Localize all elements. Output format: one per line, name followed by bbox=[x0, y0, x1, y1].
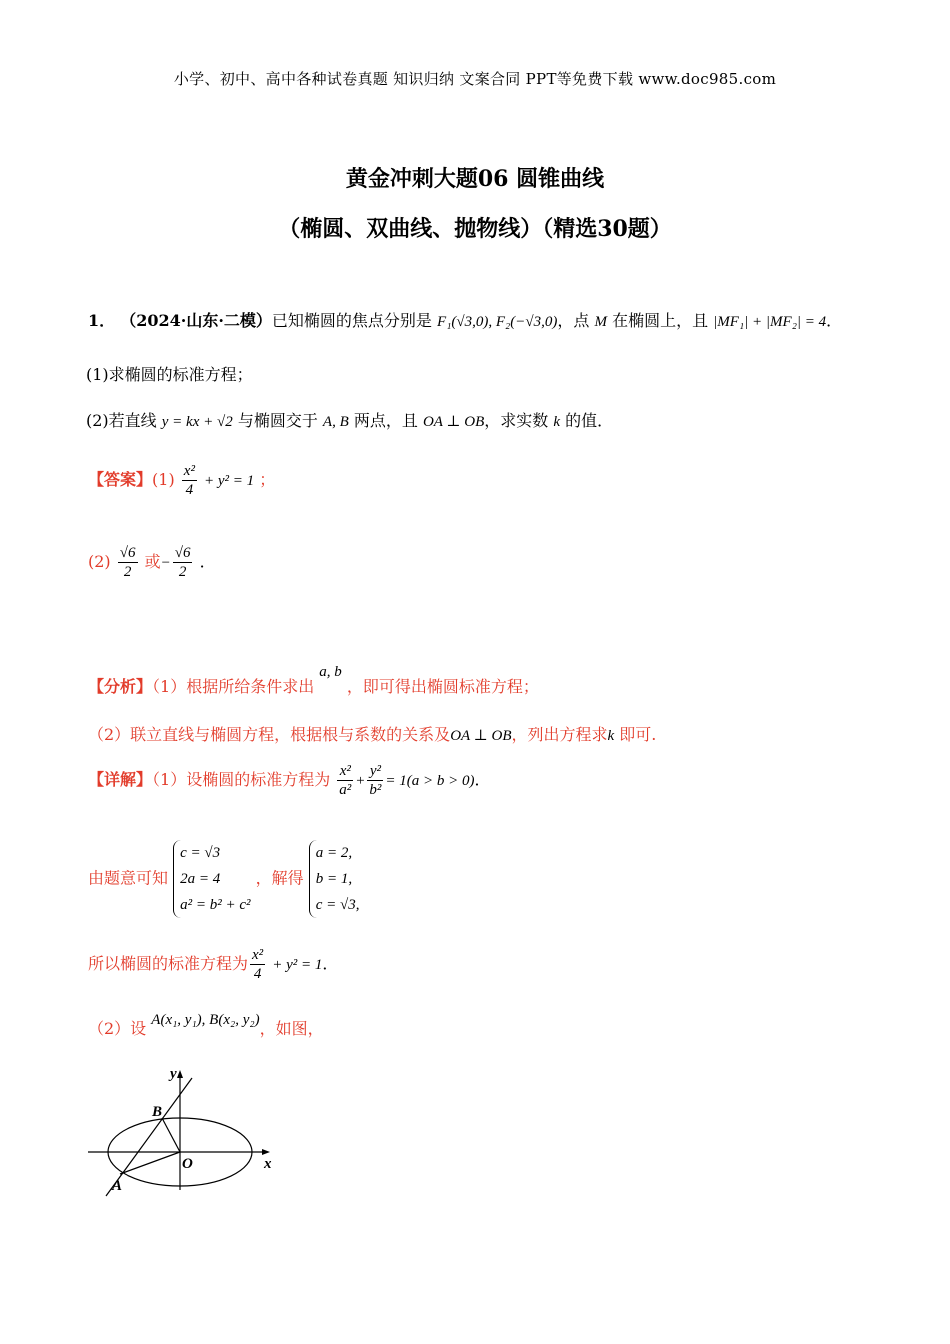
analysis-line-1 bbox=[88, 664, 539, 697]
ellipse-condition: = 1(a > b > 0) bbox=[385, 773, 475, 789]
equation-system-given bbox=[173, 840, 250, 918]
var-k: k bbox=[553, 414, 561, 430]
analysis-line-2 bbox=[88, 722, 656, 745]
denominator: 4 bbox=[253, 966, 262, 982]
label-b: B bbox=[152, 1104, 163, 1120]
point-m: M bbox=[594, 314, 607, 330]
equation-system-solved bbox=[309, 840, 360, 918]
detail-line-3 bbox=[88, 946, 338, 983]
q1-text: 的值． bbox=[565, 411, 614, 430]
numerator: x² bbox=[183, 463, 195, 479]
label-a: A bbox=[112, 1178, 123, 1194]
answer-part: (2) bbox=[88, 552, 111, 571]
punct: ． bbox=[199, 552, 216, 571]
segment-ob bbox=[162, 1118, 180, 1152]
question-1 bbox=[88, 308, 842, 331]
fraction bbox=[250, 946, 265, 983]
system-row: b = 1, bbox=[315, 871, 353, 887]
vars-ab: a, b bbox=[319, 664, 342, 680]
or-word: 或 bbox=[144, 552, 161, 571]
answer-label: 【答案】 bbox=[88, 470, 153, 489]
detail-line-4 bbox=[88, 1012, 324, 1039]
numerator: x² bbox=[337, 762, 353, 781]
q1-text: ． bbox=[826, 311, 843, 330]
denominator: 2 bbox=[178, 564, 187, 580]
fraction bbox=[337, 762, 353, 799]
detail-text: （1）设椭圆的标准方程为 bbox=[152, 770, 331, 789]
equation-rest: + y² = 1 bbox=[204, 473, 255, 489]
system-row: c = √3 bbox=[180, 845, 221, 861]
answer-line-1 bbox=[88, 462, 275, 499]
numerator: x² bbox=[252, 947, 264, 963]
detail-text: 由题意可知 bbox=[88, 868, 169, 888]
y-axis-arrow bbox=[177, 1070, 183, 1078]
fraction bbox=[118, 544, 138, 581]
points-ab: A, B bbox=[322, 414, 349, 430]
detail-text: （2）设 bbox=[88, 1019, 147, 1038]
label-x: x bbox=[264, 1156, 272, 1172]
numerator: √6 bbox=[174, 545, 191, 561]
analysis-text: 即可. bbox=[619, 725, 657, 744]
label-o: O bbox=[182, 1156, 193, 1172]
foci-expr: F₁(√3,0), F₂(−√3,0) bbox=[437, 314, 558, 330]
q1-text: ，求实数 bbox=[484, 411, 549, 430]
page-subtitle: （椭圆、双曲线、抛物线）（精选30题） bbox=[278, 216, 672, 242]
system-row: a = 2, bbox=[315, 845, 353, 861]
sum-condition: |MF₁| + |MF₂| = 4 bbox=[713, 314, 827, 330]
question-number: 1． bbox=[88, 311, 116, 330]
detail-text: ，解得 bbox=[255, 868, 304, 888]
fraction bbox=[182, 462, 197, 499]
q1-text: ，点 bbox=[557, 311, 590, 330]
fraction bbox=[367, 762, 383, 799]
fraction bbox=[173, 544, 193, 581]
question-source: （2024·山东·二模） bbox=[120, 311, 272, 330]
detail-text: ，如图， bbox=[259, 1019, 324, 1038]
numerator: y² bbox=[367, 762, 383, 781]
detail-system-line bbox=[88, 840, 359, 918]
perp-condition: OA ⊥ OB bbox=[450, 728, 512, 744]
points-expr: A(x₁, y₁), B(x₂, y₂) bbox=[151, 1012, 260, 1028]
q1-text: (2)若直线 bbox=[86, 411, 157, 430]
detail-text: 所以椭圆的标准方程为 bbox=[88, 954, 249, 973]
label-y: y bbox=[170, 1066, 177, 1082]
answer-line-2 bbox=[88, 544, 216, 581]
analysis-text: （2）联立直线与椭圆方程，根据根与系数的关系及 bbox=[88, 725, 451, 744]
punct: ． bbox=[474, 770, 491, 789]
analysis-text: （1）根据所给条件求出 bbox=[152, 677, 315, 696]
denominator: a² bbox=[339, 782, 352, 798]
segment-oa bbox=[120, 1152, 180, 1174]
detail-line-1 bbox=[88, 762, 491, 799]
analysis-label: 【分析】 bbox=[88, 677, 153, 696]
ellipse-figure bbox=[84, 1060, 294, 1210]
analysis-text: ，即可得出椭圆标准方程； bbox=[346, 677, 539, 696]
part-2 bbox=[86, 408, 613, 431]
numerator: √6 bbox=[119, 545, 136, 561]
page-title: 黄金冲刺大题06 圆锥曲线 bbox=[345, 166, 605, 192]
q1-text: 两点，且 bbox=[353, 411, 418, 430]
denominator: b² bbox=[369, 782, 382, 798]
punct: ； bbox=[259, 470, 276, 489]
x-axis-arrow bbox=[262, 1149, 270, 1155]
q1-text: 已知椭圆的焦点分别是 bbox=[271, 311, 432, 330]
denominator: 4 bbox=[185, 482, 194, 498]
system-row: c = √3, bbox=[315, 897, 360, 913]
denominator: 2 bbox=[123, 564, 132, 580]
equation-rest: + y² = 1 bbox=[272, 957, 323, 973]
q1-text: 与椭圆交于 bbox=[237, 411, 318, 430]
punct: ． bbox=[322, 954, 339, 973]
perp-condition: OA ⊥ OB bbox=[422, 414, 485, 430]
part-1: (1)求椭圆的标准方程； bbox=[86, 365, 253, 384]
detail-label: 【详解】 bbox=[88, 770, 153, 789]
line-equation: y = kx + √2 bbox=[161, 414, 233, 430]
plus-sign: + bbox=[355, 773, 366, 789]
answer-part: (1) bbox=[152, 470, 175, 489]
var-k: k bbox=[607, 728, 615, 744]
minus-sign: − bbox=[160, 555, 171, 571]
system-row: 2a = 4 bbox=[180, 871, 221, 887]
system-row: a² = b² + c² bbox=[180, 897, 251, 913]
q1-text: 在椭圆上，且 bbox=[612, 311, 709, 330]
page-header: 小学、初中、高中各种试卷真题 知识归纳 文案合同 PPT等免费下载 www.doc985.com bbox=[173, 70, 777, 88]
analysis-text: ，列出方程求 bbox=[511, 725, 608, 744]
